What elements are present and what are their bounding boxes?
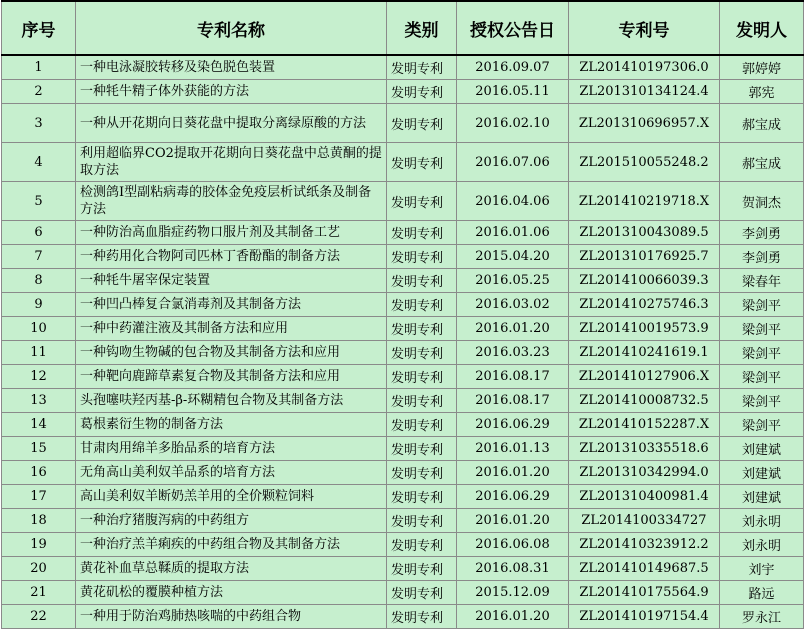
cell-category: 发明专利 [387,557,457,581]
cell-inventor: 罗永江 [720,605,804,629]
cell-no: 20 [2,557,76,581]
cell-name: 一种电泳凝胶转移及染色脱色装置 [76,55,387,80]
cell-date: 2015.12.09 [457,581,569,605]
cell-date: 2016.06.29 [457,413,569,437]
cell-no: 22 [2,605,76,629]
table-row [2,104,804,143]
cell-date: 2016.05.25 [457,269,569,293]
table-row [2,341,804,365]
cell-no: 21 [2,581,76,605]
header-row [2,1,804,55]
cell-category: 发明专利 [387,182,457,221]
cell-no: 19 [2,533,76,557]
patent-table [1,0,804,629]
cell-category: 发明专利 [387,293,457,317]
cell-inventor: 刘建斌 [720,485,804,509]
cell-no: 7 [2,245,76,269]
cell-date: 2016.04.06 [457,182,569,221]
cell-category: 发明专利 [387,245,457,269]
cell-date: 2016.08.31 [457,557,569,581]
table-row [2,533,804,557]
cell-date: 2016.01.20 [457,317,569,341]
table-row [2,557,804,581]
cell-no: 11 [2,341,76,365]
cell-no: 17 [2,485,76,509]
table-row [2,55,804,80]
header-date: 授权公告日 [457,1,569,55]
cell-date: 2016.01.20 [457,605,569,629]
cell-patent-no: ZL201410219718.X [569,182,720,221]
table-row [2,293,804,317]
cell-date: 2016.02.10 [457,104,569,143]
cell-date: 2016.08.17 [457,389,569,413]
cell-inventor: 梁春年 [720,269,804,293]
cell-inventor: 刘永明 [720,533,804,557]
table-row [2,437,804,461]
table-row [2,269,804,293]
cell-name: 无角高山美利奴羊品系的培育方法 [76,461,387,485]
cell-patent-no: ZL201410197306.0 [569,55,720,80]
cell-inventor: 郭婷婷 [720,55,804,80]
cell-name: 一种中药灌注液及其制备方法和应用 [76,317,387,341]
cell-category: 发明专利 [387,365,457,389]
cell-inventor: 梁剑平 [720,365,804,389]
cell-patent-no: ZL201410152287.X [569,413,720,437]
cell-patent-no: ZL201310134124.4 [569,80,720,104]
table-row [2,182,804,221]
cell-name: 一种从开花期向日葵花盘中提取分离绿原酸的方法 [76,104,387,143]
cell-category: 发明专利 [387,389,457,413]
cell-date: 2015.04.20 [457,245,569,269]
cell-name: 黄花矶松的覆膜种植方法 [76,581,387,605]
table-row [2,485,804,509]
cell-name: 一种钩吻生物碱的包合物及其制备方法和应用 [76,341,387,365]
cell-no: 15 [2,437,76,461]
cell-inventor: 贺洞杰 [720,182,804,221]
cell-inventor: 刘宇 [720,557,804,581]
table-row [2,389,804,413]
cell-category: 发明专利 [387,461,457,485]
cell-inventor: 梁剑平 [720,341,804,365]
cell-no: 10 [2,317,76,341]
cell-inventor: 梁剑平 [720,413,804,437]
cell-no: 8 [2,269,76,293]
cell-patent-no: ZL201510055248.2 [569,143,720,182]
header-no: 序号 [2,1,76,55]
cell-category: 发明专利 [387,605,457,629]
header-patent-no: 专利号 [569,1,720,55]
header-category: 类别 [387,1,457,55]
cell-patent-no: ZL201410066039.3 [569,269,720,293]
cell-patent-no: ZL201310043089.5 [569,221,720,245]
table-row [2,80,804,104]
cell-date: 2016.09.07 [457,55,569,80]
cell-name: 一种凹凸棒复合氯消毒剂及其制备方法 [76,293,387,317]
cell-name: 一种药用化合物阿司匹林丁香酚酯的制备方法 [76,245,387,269]
cell-category: 发明专利 [387,485,457,509]
cell-date: 2016.08.17 [457,365,569,389]
cell-inventor: 郭宪 [720,80,804,104]
header-name: 专利名称 [76,1,387,55]
cell-date: 2016.01.13 [457,437,569,461]
table-row [2,143,804,182]
cell-inventor: 刘建斌 [720,437,804,461]
cell-inventor: 李剑勇 [720,221,804,245]
cell-inventor: 刘建斌 [720,461,804,485]
cell-date: 2016.01.20 [457,461,569,485]
table-row [2,605,804,629]
cell-category: 发明专利 [387,55,457,80]
cell-patent-no: ZL201410149687.5 [569,557,720,581]
table-row [2,365,804,389]
cell-patent-no: ZL201410175564.9 [569,581,720,605]
cell-date: 2016.01.20 [457,509,569,533]
cell-no: 16 [2,461,76,485]
cell-patent-no: ZL201410197154.4 [569,605,720,629]
cell-name: 一种牦牛精子体外获能的方法 [76,80,387,104]
cell-category: 发明专利 [387,143,457,182]
cell-name: 一种治疗羔羊痢疾的中药组合物及其制备方法 [76,533,387,557]
cell-patent-no: ZL201410019573.9 [569,317,720,341]
cell-date: 2016.06.08 [457,533,569,557]
cell-name: 高山美利奴羊断奶羔羊用的全价颗粒饲料 [76,485,387,509]
cell-name: 甘肃肉用绵羊多胎品系的培育方法 [76,437,387,461]
cell-inventor: 李剑勇 [720,245,804,269]
table-row [2,509,804,533]
cell-date: 2016.01.06 [457,221,569,245]
cell-name: 利用超临界CO2提取开花期向日葵花盘中总黄酮的提取方法 [76,143,387,182]
cell-inventor: 刘永明 [720,509,804,533]
cell-category: 发明专利 [387,80,457,104]
cell-patent-no: ZL201410008732.5 [569,389,720,413]
cell-date: 2016.06.29 [457,485,569,509]
header-inventor: 发明人 [720,1,804,55]
cell-inventor: 梁剑平 [720,389,804,413]
table-row [2,221,804,245]
cell-patent-no: ZL201310400981.4 [569,485,720,509]
cell-no: 2 [2,80,76,104]
cell-name: 一种治疗猪腹泻病的中药组方 [76,509,387,533]
cell-category: 发明专利 [387,269,457,293]
cell-category: 发明专利 [387,413,457,437]
cell-name: 一种防治高血脂症药物口服片剂及其制备工艺 [76,221,387,245]
cell-category: 发明专利 [387,509,457,533]
cell-date: 2016.03.02 [457,293,569,317]
table-row [2,413,804,437]
table-row [2,581,804,605]
cell-no: 9 [2,293,76,317]
cell-name: 黄花补血草总鞣质的提取方法 [76,557,387,581]
cell-patent-no: ZL201410275746.3 [569,293,720,317]
cell-date: 2016.05.11 [457,80,569,104]
cell-patent-no: ZL201410323912.2 [569,533,720,557]
cell-name: 一种牦牛屠宰保定装置 [76,269,387,293]
cell-date: 2016.03.23 [457,341,569,365]
cell-no: 14 [2,413,76,437]
table-row [2,245,804,269]
cell-no: 18 [2,509,76,533]
cell-name: 一种靶向鹿蹄草素复合物及其制备方法和应用 [76,365,387,389]
cell-category: 发明专利 [387,533,457,557]
cell-inventor: 郝宝成 [720,104,804,143]
cell-name: 一种用于防治鸡肺热咳喘的中药组合物 [76,605,387,629]
cell-category: 发明专利 [387,341,457,365]
cell-no: 5 [2,182,76,221]
cell-patent-no: ZL201310696957.X [569,104,720,143]
cell-name: 葛根素衍生物的制备方法 [76,413,387,437]
table-row [2,461,804,485]
cell-inventor: 梁剑平 [720,317,804,341]
cell-patent-no: ZL201410241619.1 [569,341,720,365]
cell-patent-no: ZL2014100334727 [569,509,720,533]
cell-name: 头孢噻呋羟丙基-β-环糊精包合物及其制备方法 [76,389,387,413]
cell-category: 发明专利 [387,104,457,143]
cell-patent-no: ZL201310335518.6 [569,437,720,461]
cell-patent-no: ZL201310176925.7 [569,245,720,269]
cell-no: 3 [2,104,76,143]
table-row [2,317,804,341]
cell-no: 4 [2,143,76,182]
cell-no: 6 [2,221,76,245]
cell-no: 12 [2,365,76,389]
cell-inventor: 路远 [720,581,804,605]
cell-inventor: 梁剑平 [720,293,804,317]
cell-inventor: 郝宝成 [720,143,804,182]
cell-category: 发明专利 [387,581,457,605]
cell-category: 发明专利 [387,221,457,245]
cell-patent-no: ZL201410127906.X [569,365,720,389]
cell-date: 2016.07.06 [457,143,569,182]
cell-category: 发明专利 [387,317,457,341]
cell-name: 检测鸽I型副粘病毒的胶体金免疫层析试纸条及制备方法 [76,182,387,221]
cell-no: 1 [2,55,76,80]
cell-no: 13 [2,389,76,413]
cell-category: 发明专利 [387,437,457,461]
cell-patent-no: ZL201310342994.0 [569,461,720,485]
